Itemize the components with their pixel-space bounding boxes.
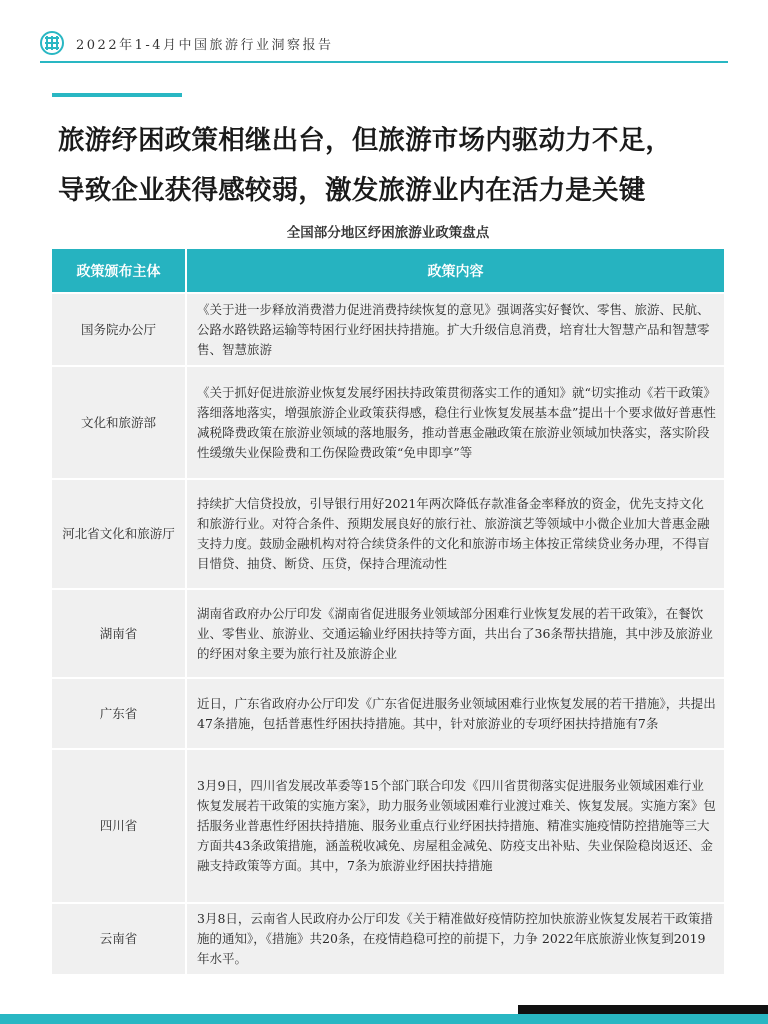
policy-table	[52, 249, 724, 974]
headline-line-1: 旅游纾困政策相继出台，但旅游市场内驱动力不足，	[58, 125, 673, 156]
header-divider	[40, 61, 728, 63]
content-cell: 近日，广东省政府办公厅印发《广东省促进服务业领域困难行业恢复发展的若干措施》，共提出47条措施，包括普惠性纾困扶持措施。其中，针对旅游业的专项纾困扶持措施有7条	[187, 677, 724, 748]
issuer-cell: 文化和旅游部	[52, 365, 187, 478]
footer-bar	[0, 1014, 768, 1024]
globe-icon	[40, 31, 64, 55]
column-header-content: 政策内容	[187, 249, 724, 292]
issuer-cell: 广东省	[52, 677, 187, 748]
footer-accent-black	[518, 1005, 768, 1014]
column-header-issuer: 政策颁布主体	[52, 249, 187, 292]
table-caption: 全国部分地区纾困旅游业政策盘点	[286, 225, 490, 241]
issuer-cell: 国务院办公厅	[52, 292, 187, 365]
table-row	[52, 292, 724, 365]
content-cell: 《关于进一步释放消费潜力促进消费持续恢复的意见》强调落实好餐饮、零售、旅游、民航、公路水路铁路运输等特困行业纾困扶持措施。扩大升级信息消费，培育壮大智慧产品和智慧零售、智慧旅游	[187, 292, 724, 365]
content-cell: 3月9日，四川省发展改革委等15个部门联合印发《四川省贯彻落实促进服务业领域困难行业恢复发展若干政策的实施方案》，助力服务业领域困难行业渡过难关、恢复发展。实施方案》包括服务业普惠性纾困扶持措施、服务业重点行业纾困扶持措施、精准实施疫情防控措施等三大方面共43条政策措施，涵盖税收减免、房屋租金减免、防疫支出补贴、失业保险稳岗返还、金融支持政策等方面。其中，7条为旅游业纾困扶持措施	[187, 748, 724, 902]
issuer-cell: 云南省	[52, 902, 187, 974]
issuer-cell: 四川省	[52, 748, 187, 902]
page-headline	[58, 116, 748, 216]
issuer-cell: 河北省文化和旅游厅	[52, 478, 187, 588]
report-header	[40, 28, 334, 58]
issuer-cell: 湖南省	[52, 588, 187, 677]
headline-line-2: 导致企业获得感较弱，激发旅游业内在活力是关键	[58, 175, 646, 206]
table-row	[52, 365, 724, 478]
table-row	[52, 748, 724, 902]
content-cell: 3月8日，云南省人民政府办公厅印发《关于精准做好疫情防控加快旅游业恢复发展若干政策措施的通知》，《措施》共20条，在疫情趋稳可控的前提下，力争 2022年底旅游业恢复到2019年水平。	[187, 902, 724, 974]
content-cell: 《关于抓好促进旅游业恢复发展纾困扶持政策贯彻落实工作的通知》就“切实推动《若干政策》落细落地落实，增强旅游企业政策获得感，稳住行业恢复发展基本盘”提出十个要求做好普惠性减税降费政策在旅游业领域的落地服务，推动普惠金融政策在旅游业领域加快落实，落实阶段性缓缴失业保险费和工伤保险费政策“免申即享”等	[187, 365, 724, 478]
content-cell: 持续扩大信贷投放，引导银行用好2021年两次降低存款准备金率释放的资金，优先支持文化和旅游行业。对符合条件、预期发展良好的旅行社、旅游演艺等领域中小微企业加大普惠金融支持力度。鼓励金融机构对符合续贷条件的文化和旅游市场主体按正常续贷业务办理，不得盲目惜贷、抽贷、断贷、压贷，保持合理流动性	[187, 478, 724, 588]
content-cell: 湖南省政府办公厅印发《湖南省促进服务业领域部分困难行业恢复发展的若干政策》，在餐饮业、零售业、旅游业、交通运输业纾困扶持等方面，共出台了36条帮扶措施，其中涉及旅游业的纾困对象主要为旅行社及旅游企业	[187, 588, 724, 677]
table-row	[52, 588, 724, 677]
table-row	[52, 478, 724, 588]
table-row	[52, 677, 724, 748]
table-row	[52, 902, 724, 974]
title-accent-bar	[52, 93, 182, 97]
report-title: 2022年1-4月中国旅游行业洞察报告	[76, 37, 334, 53]
table-header-row	[52, 249, 724, 292]
